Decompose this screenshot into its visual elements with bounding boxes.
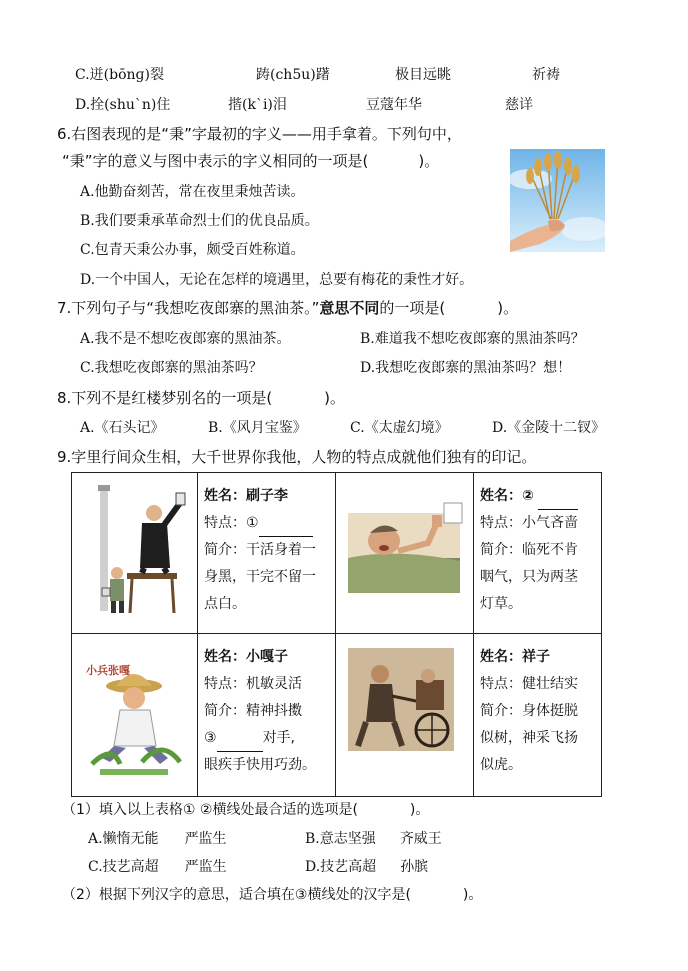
q5-option-d-word3: 豆蔻年华 (366, 97, 422, 113)
card-image-cell (336, 634, 474, 797)
card-yanjiansheng: 姓名：② 特点：小气吝啬 简介：临死不肯 咽气，只为两茎 灯草。 (474, 473, 602, 634)
q8-option-c: C.《太虚幻境》 (350, 420, 449, 436)
q9-sub1-option-c: C.技艺高超 严监生 (88, 859, 227, 875)
rickshaw-puller-icon (336, 634, 473, 792)
card-image-cell (336, 473, 474, 634)
blank-1[interactable] (259, 520, 313, 537)
q6-option-b: B.我们要秉承革命烈士们的优良品质。 (80, 213, 319, 229)
q9-sub1-option-d: D.技艺高超 孙膑 (305, 859, 429, 875)
q6-option-a: A.他勤奋刻苦，常在夜里秉烛苦读。 (80, 184, 305, 200)
q5-option-d: D.拴(shu`n)住 (75, 97, 171, 113)
q5-option-c-word3: 极目远眺 (395, 67, 451, 83)
card-name: 祥子 (522, 649, 550, 665)
q6-option-d: D.一个中国人，无论在怎样的境遇里，总要有梅花的秉性才好。 (80, 272, 474, 288)
q7-option-b: B.难道我不想吃夜郎寨的黑油茶吗？ (360, 331, 585, 347)
man-in-bed-icon (336, 473, 473, 629)
q8-option-b: B.《风月宝鉴》 (208, 420, 307, 436)
card-image-text: 小兵张嘎 (86, 664, 130, 677)
q5-option-c-word2: 踌(ch5u)躇 (256, 67, 330, 83)
q7-stem: 7.下列句子与“我想吃夜郎寨的黑油茶。”意思不同的一项是( )。 (57, 299, 519, 317)
painter-on-bench-icon (72, 473, 197, 629)
blank-3[interactable] (217, 735, 263, 752)
boy-with-hat-icon (72, 634, 197, 792)
q6-option-c: C.包青天秉公办事，颇受百姓称道。 (80, 242, 305, 258)
q8-option-a: A.《石头记》 (80, 420, 165, 436)
q9-sub1-option-a: A.懒惰无能 严监生 (88, 831, 227, 847)
q7-option-a: A.我不是不想吃夜郎寨的黑油茶。 (80, 331, 291, 347)
q6-stem-line2: “秉”字的意义与图中表示的字义相同的一项是( )。 (62, 152, 440, 170)
q8-stem: 8.下列不是红楼梦别名的一项是( )。 (57, 389, 346, 407)
q7-option-d: D.我想吃夜郎寨的黑油茶吗？想！ (360, 360, 572, 376)
card-xiangzi: 姓名：祥子 特点：健壮结实 简介：身体挺脱 似树，神采飞扬 似虎。 (474, 634, 602, 797)
blank-2[interactable] (538, 493, 578, 510)
q9-sub2-stem: （2）根据下列汉字的意思，适合填在③横线处的汉字是( )。 (62, 887, 483, 903)
card-name: 小嘎子 (246, 649, 288, 665)
card-image-cell (72, 634, 198, 797)
q5-option-d-word4: 慈详 (505, 97, 533, 113)
card-xiaogazi: 姓名：小嘎子 特点：机敏灵活 简介：精神抖擞 ③ 对手, 眼疾手快用巧劲。 (198, 634, 336, 797)
card-image-cell (72, 473, 198, 634)
card-name: ② (522, 488, 534, 504)
q7-option-c: C.我想吃夜郎寨的黑油茶吗？ (80, 360, 263, 376)
q8-option-d: D.《金陵十二钗》 (492, 420, 606, 436)
card-shuaizili: 姓名：刷子李 特点：① 简介：干活身着一 身黑，干完不留一 点白。 (198, 473, 336, 634)
card-name: 刷子李 (246, 488, 288, 504)
q9-stem: 9.字里行间众生相，大千世界你我他，人物的特点成就他们独有的印记。 (57, 448, 537, 466)
q6-stem-line1: 6.右图表现的是“秉”字最初的字义——用手拿着。下列句中， (57, 125, 462, 143)
hand-holding-wheat-icon (510, 149, 605, 252)
character-table (71, 472, 602, 797)
q9-sub1-option-b: B.意志坚强 齐威王 (305, 831, 442, 847)
q5-option-c-word4: 祈祷 (532, 67, 560, 83)
q9-sub1-stem: （1）填入以上表格① ②横线处最合适的选项是( )。 (62, 802, 430, 818)
q5-option-c: C.迸(bōnɡ)裂 (75, 67, 164, 83)
q5-option-d-word2: 揩(k`i)泪 (228, 97, 287, 113)
